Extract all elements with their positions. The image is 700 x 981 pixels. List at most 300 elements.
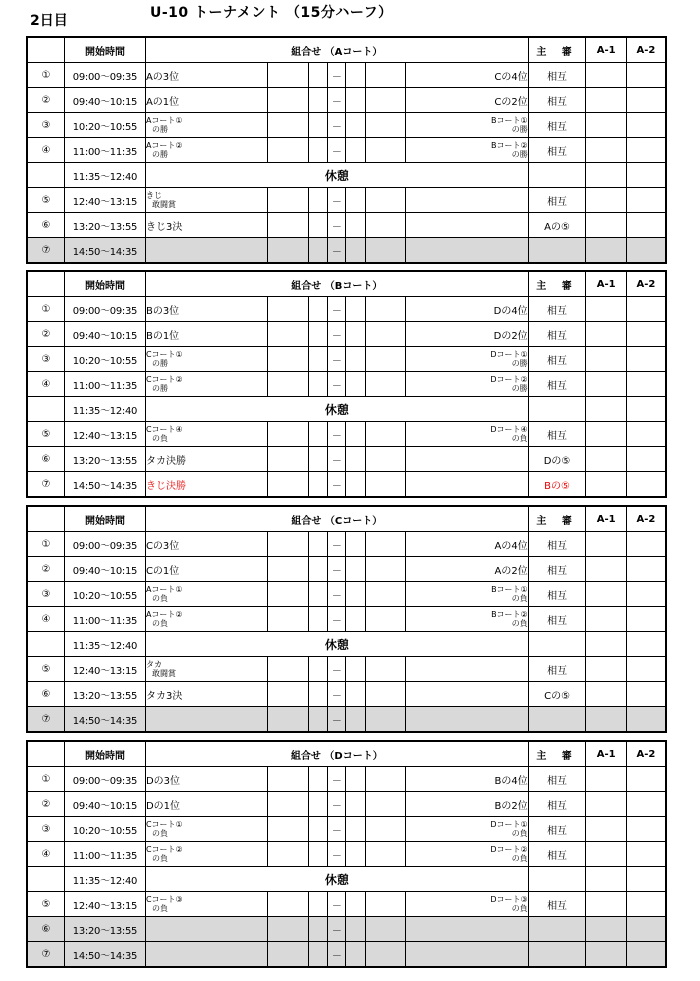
a1-cell [586,917,627,942]
a1-cell [586,88,627,113]
match-row [27,917,666,942]
team-away-label [490,845,527,863]
team-home: Dの1位 [145,792,268,817]
a1-cell [586,867,627,892]
team-home-line1: Aコート② [145,609,183,619]
referee-cell: 相互 [528,582,586,607]
score-away [346,188,365,213]
team-home-line1: Cコート① [145,349,183,359]
score-separator: － [328,422,346,447]
match-time: 10:20～10:55 [64,113,145,138]
team-away: Cの2位 [406,88,529,113]
team-home: Bの1位 [145,322,268,347]
team-away-label [490,820,527,838]
match-time: 11:00～11:35 [64,138,145,163]
team-home-label [146,141,183,159]
match-time: 09:00～09:35 [64,297,145,322]
score-separator: － [328,472,346,498]
match-row [27,942,666,968]
match-row [27,447,666,472]
score-away [346,213,365,238]
score-home [308,372,327,397]
referee-cell: Aの⑤ [528,213,586,238]
team-home-label [146,585,183,603]
team-home-line2: の負 [151,618,168,628]
team-home-label [146,845,183,863]
a2-cell [626,607,666,632]
match-num: ③ [27,347,64,372]
gap-cell [268,817,309,842]
a1-cell [586,817,627,842]
score-separator: － [328,657,346,682]
match-time: 13:20～13:55 [64,447,145,472]
a2-cell [626,582,666,607]
a1-cell [586,447,627,472]
team-home [145,892,268,917]
match-time: 09:40～10:15 [64,322,145,347]
score-home [308,138,327,163]
gap-cell [268,113,309,138]
gap-cell [268,892,309,917]
score-home [308,447,327,472]
header-num [27,271,64,297]
score-away [346,582,365,607]
gap-cell [268,447,309,472]
match-time: 12:40～13:15 [64,892,145,917]
header-a1: A-1 [586,506,627,532]
gap-cell [365,422,406,447]
a2-cell [626,472,666,498]
referee-cell [528,917,586,942]
referee-cell [528,163,586,188]
score-away [346,917,365,942]
score-home [308,238,327,264]
score-home [308,422,327,447]
team-away: Dの4位 [406,297,529,322]
a2-cell [626,682,666,707]
score-home [308,63,327,88]
gap-cell [365,892,406,917]
team-away: Bの2位 [406,792,529,817]
team-away [406,657,529,682]
score-away [346,532,365,557]
score-away [346,607,365,632]
a2-cell [626,767,666,792]
referee-cell: 相互 [528,347,586,372]
team-away [406,682,529,707]
a2-cell [626,213,666,238]
rest-row [27,397,666,422]
team-away-line1: Dコート② [490,844,528,854]
match-num: ② [27,88,64,113]
team-home-line1: Cコート① [145,819,183,829]
gap-cell [365,63,406,88]
team-home-line1: Cコート② [145,374,183,384]
gap-cell [365,842,406,867]
match-num: ⑦ [27,942,64,968]
schedule-table [26,270,667,498]
team-away: Dの2位 [406,322,529,347]
team-home-line1: Cコート② [145,844,183,854]
a1-cell [586,707,627,733]
match-row [27,213,666,238]
match-time: 12:40～13:15 [64,188,145,213]
header-a1: A-1 [586,741,627,767]
score-separator: － [328,892,346,917]
a1-cell [586,472,627,498]
gap-cell [365,767,406,792]
referee-cell: 相互 [528,767,586,792]
team-away-line1: Bコート① [491,584,528,594]
team-away-line1: Bコート② [491,609,528,619]
match-num: ⑦ [27,238,64,264]
match-time: 11:00～11:35 [64,372,145,397]
gap-cell [268,188,309,213]
match-row [27,707,666,733]
team-home: タカ3決 [145,682,268,707]
gap-cell [268,532,309,557]
match-time: 09:40～10:15 [64,557,145,582]
a1-cell [586,792,627,817]
team-away-line2: の勝 [511,124,528,134]
a2-cell [626,238,666,264]
a2-cell [626,322,666,347]
gap-cell [268,942,309,968]
a2-cell [626,707,666,733]
score-home [308,817,327,842]
score-separator: － [328,842,346,867]
schedule-table [26,740,667,968]
match-time: 13:20～13:55 [64,213,145,238]
gap-cell [268,322,309,347]
a2-cell [626,942,666,968]
score-separator: － [328,372,346,397]
header-a1: A-1 [586,37,627,63]
match-num: ③ [27,582,64,607]
score-home [308,892,327,917]
score-separator: － [328,607,346,632]
match-row [27,532,666,557]
header-court: 組合せ （Dコート） [145,741,528,767]
team-home [145,917,268,942]
a2-cell [626,297,666,322]
a2-cell [626,88,666,113]
schedule-block [26,740,667,968]
gap-cell [365,238,406,264]
header-court: 組合せ （Bコート） [145,271,528,297]
team-home-line2: 敢闘賞 [151,668,176,678]
match-time: 10:20～10:55 [64,817,145,842]
gap-cell [365,942,406,968]
team-away [406,113,529,138]
gap-cell [268,138,309,163]
score-away [346,138,365,163]
match-num: ③ [27,817,64,842]
a2-cell [626,188,666,213]
score-away [346,892,365,917]
gap-cell [365,113,406,138]
score-away [346,792,365,817]
match-row [27,297,666,322]
a1-cell [586,422,627,447]
score-home [308,657,327,682]
team-home [145,817,268,842]
score-separator: － [328,817,346,842]
score-away [346,767,365,792]
score-home [308,532,327,557]
score-separator: － [328,347,346,372]
team-home: Aの1位 [145,88,268,113]
a1-cell [586,188,627,213]
a1-cell [586,372,627,397]
team-away [406,582,529,607]
match-num: ① [27,63,64,88]
match-row [27,557,666,582]
header-referee: 主 審 [528,506,586,532]
team-away [406,472,529,498]
team-home [145,582,268,607]
team-home [145,657,268,682]
score-away [346,347,365,372]
team-away-line1: Bコート② [491,140,528,150]
match-num: ⑤ [27,422,64,447]
a2-cell [626,163,666,188]
match-row [27,422,666,447]
team-away-line2: の負 [511,903,528,913]
gap-cell [268,707,309,733]
a1-cell [586,892,627,917]
team-away-line2: の負 [511,618,528,628]
header-row [27,741,666,767]
referee-cell: 相互 [528,792,586,817]
gap-cell [268,297,309,322]
team-home: Cの3位 [145,532,268,557]
score-separator: － [328,942,346,968]
team-away [406,372,529,397]
gap-cell [268,607,309,632]
match-time: 11:35～12:40 [64,163,145,188]
gap-cell [268,472,309,498]
score-away [346,657,365,682]
team-home-line2: の勝 [151,149,168,159]
team-away: Cの4位 [406,63,529,88]
day-label: 2日目 [30,13,68,29]
a1-cell [586,532,627,557]
a1-cell [586,682,627,707]
score-away [346,372,365,397]
team-home-line1: Aコート① [145,115,183,125]
rest-label: 休憩 [145,867,528,892]
match-row [27,113,666,138]
score-home [308,767,327,792]
header-num [27,506,64,532]
team-home: Cの1位 [145,557,268,582]
header-a2: A-2 [626,506,666,532]
score-separator: － [328,238,346,264]
match-num [27,397,64,422]
match-num: ② [27,322,64,347]
gap-cell [365,532,406,557]
rest-row [27,632,666,657]
team-away-line2: の負 [511,828,528,838]
referee-cell: 相互 [528,892,586,917]
team-away-label [490,375,527,393]
match-num: ⑤ [27,657,64,682]
gap-cell [268,767,309,792]
team-away [406,892,529,917]
match-row [27,472,666,498]
rest-label: 休憩 [145,632,528,657]
match-row [27,842,666,867]
score-separator: － [328,63,346,88]
score-away [346,447,365,472]
match-row [27,582,666,607]
team-home [145,372,268,397]
score-home [308,682,327,707]
header-court: 組合せ （Aコート） [145,37,528,63]
match-time: 14:50～14:35 [64,238,145,264]
score-away [346,557,365,582]
gap-cell [268,238,309,264]
gap-cell [268,792,309,817]
referee-cell: 相互 [528,188,586,213]
match-time: 10:20～10:55 [64,582,145,607]
team-home-label [146,895,183,913]
match-num [27,632,64,657]
team-away-line2: の負 [511,433,528,443]
referee-cell: 相互 [528,532,586,557]
gap-cell [365,607,406,632]
gap-cell [365,447,406,472]
team-away [406,817,529,842]
match-time: 14:50～14:35 [64,472,145,498]
score-away [346,842,365,867]
gap-cell [268,372,309,397]
score-home [308,188,327,213]
a1-cell [586,297,627,322]
match-num: ① [27,532,64,557]
referee-cell [528,397,586,422]
team-away-line1: Dコート③ [490,894,528,904]
team-home-line2: の負 [151,593,168,603]
score-separator: － [328,113,346,138]
score-away [346,322,365,347]
a1-cell [586,347,627,372]
team-away-line1: Dコート① [490,819,528,829]
schedule-block [26,270,667,498]
team-home-line1: タカ [145,659,162,669]
match-row [27,682,666,707]
team-away-label [491,116,528,134]
team-home: Dの3位 [145,767,268,792]
match-num: ① [27,297,64,322]
score-separator: － [328,582,346,607]
score-away [346,113,365,138]
gap-cell [268,63,309,88]
score-home [308,942,327,968]
team-away-line1: Dコート④ [490,424,528,434]
score-away [346,472,365,498]
score-away [346,63,365,88]
header-time: 開始時間 [64,741,145,767]
header-row [27,506,666,532]
score-home [308,322,327,347]
match-time: 11:35～12:40 [64,867,145,892]
a1-cell [586,607,627,632]
team-home-line2: の勝 [151,124,168,134]
match-time: 14:50～14:35 [64,707,145,733]
team-away-line1: Dコート② [490,374,528,384]
score-home [308,297,327,322]
referee-cell: 相互 [528,88,586,113]
header-time: 開始時間 [64,506,145,532]
gap-cell [268,582,309,607]
referee-cell: 相互 [528,322,586,347]
team-away-line1: Bコート① [491,115,528,125]
header-a1: A-1 [586,271,627,297]
team-home-line1: Aコート② [145,140,183,150]
match-time: 13:20～13:55 [64,682,145,707]
match-num: ④ [27,842,64,867]
a1-cell [586,632,627,657]
header-court: 組合せ （Cコート） [145,506,528,532]
team-away [406,607,529,632]
referee-cell: Dの⑤ [528,447,586,472]
gap-cell [365,707,406,733]
a2-cell [626,842,666,867]
team-home [145,238,268,264]
score-separator: － [328,138,346,163]
score-home [308,213,327,238]
match-time: 11:00～11:35 [64,607,145,632]
referee-cell: 相互 [528,138,586,163]
score-away [346,238,365,264]
score-separator: － [328,88,346,113]
score-home [308,472,327,498]
match-num: ③ [27,113,64,138]
header-referee: 主 審 [528,741,586,767]
match-num: ⑤ [27,892,64,917]
match-num: ⑥ [27,682,64,707]
team-away-label [491,585,528,603]
gap-cell [268,347,309,372]
gap-cell [365,472,406,498]
team-away [406,942,529,968]
team-away: Bの4位 [406,767,529,792]
a2-cell [626,372,666,397]
team-away-label [491,610,528,628]
referee-cell: 相互 [528,113,586,138]
match-time: 09:00～09:35 [64,63,145,88]
match-time: 11:35～12:40 [64,397,145,422]
team-away [406,842,529,867]
match-num [27,163,64,188]
match-time: 12:40～13:15 [64,657,145,682]
team-home-line1: きじ [145,190,162,200]
header-row [27,37,666,63]
team-home-label [146,116,183,134]
a2-cell [626,422,666,447]
score-separator: － [328,213,346,238]
a2-cell [626,113,666,138]
team-home-line2: 敢闘賞 [151,199,176,209]
match-time: 09:00～09:35 [64,767,145,792]
team-home-line2: の負 [151,828,168,838]
rest-row [27,867,666,892]
team-away-line2: の勝 [511,149,528,159]
a1-cell [586,113,627,138]
team-home-line1: Cコート③ [145,894,183,904]
